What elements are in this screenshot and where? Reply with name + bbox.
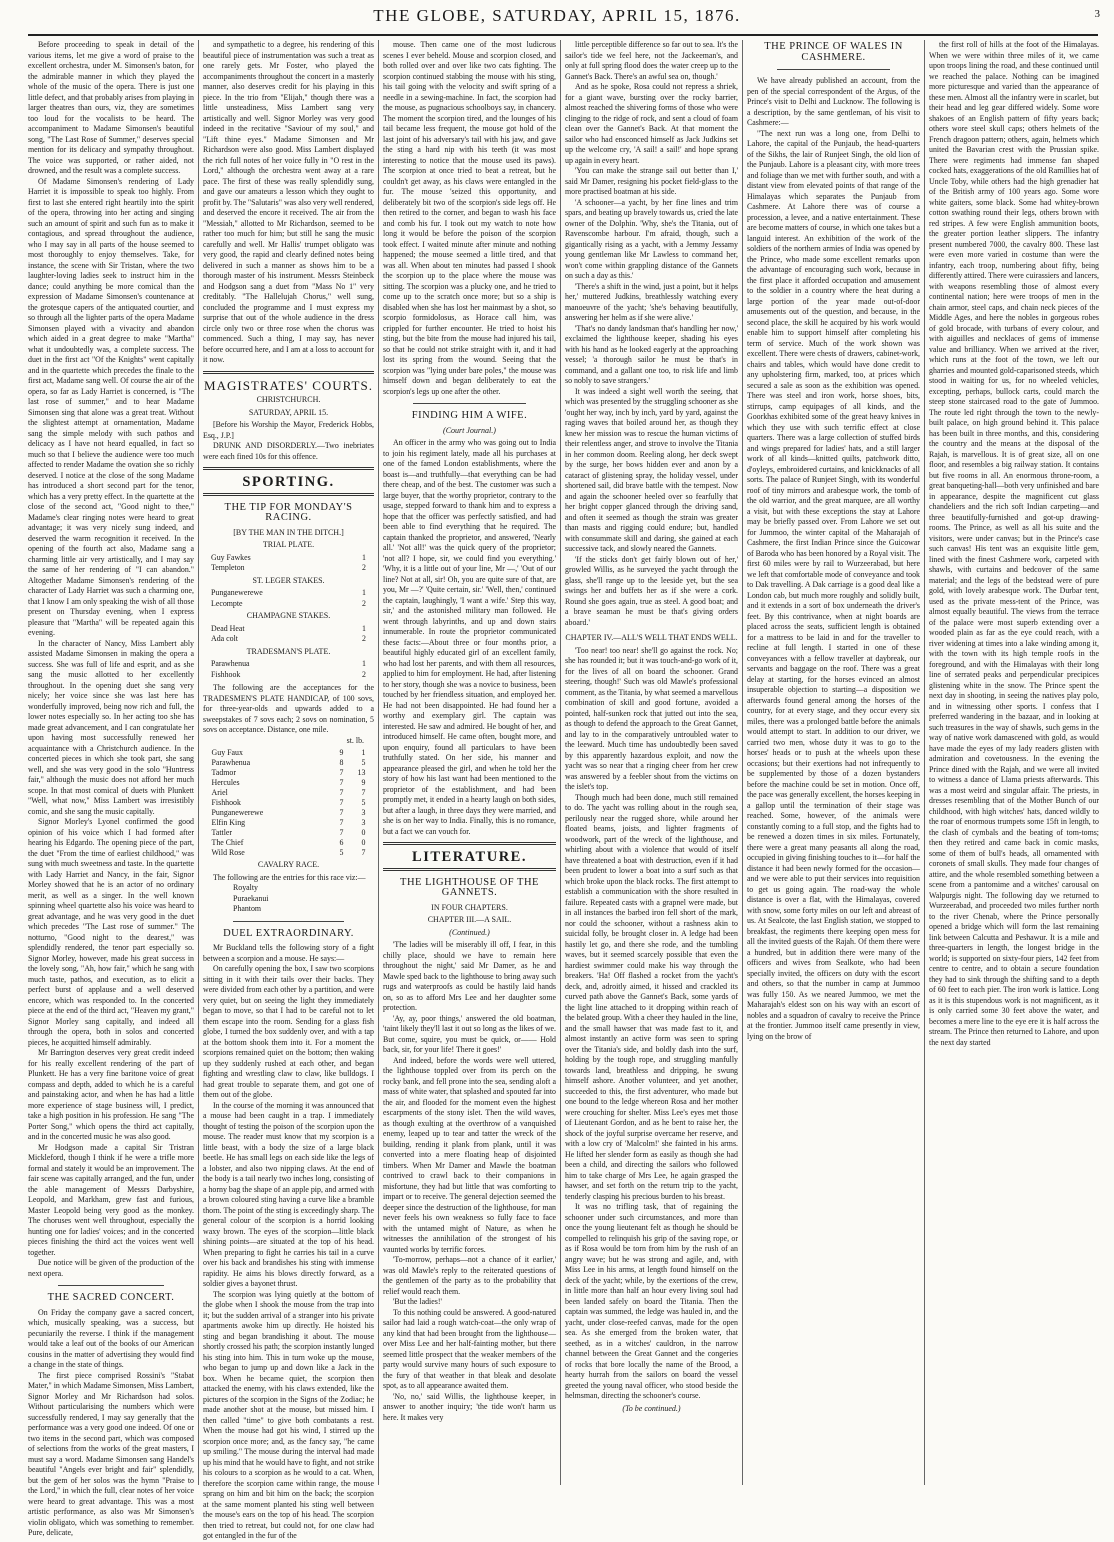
paragraph: An officer in the army who was going out to India to join his regiment lately, made all his purchases at one of the famed London establishments, where the boast is—and truthfully—that everything can be had there cheap, and of the best. The customer was such a large buyer, that the worthy proprietor, contrary to the usage, stepped forward to thank him and to express a hope that the officer was perfectly satisfied, and had been able to find everything that he required. The captain thanked the proprietor, and answered, 'Nearly all.' 'Not all!' was the quick query of the proprietor; 'not all? I hope, sir, we could find you everything.' 'Why, it is a little out of your line, Mr —,' 'Out of our line? Not at all, sir! Oh, you are quite sure of that, are you, Mr —?' 'Quite certain, sir.' 'Well, then,' continued the captain, laughingly, 'I want a wife.' Step this way, sir,' and the astonished military man followed. He went through labyrinths, and up and down stairs innumerable. In route the proprietor communicated these facts:—About three or four months prior, a beautiful highly educated girl of an excellent family, who had lost her parents, and with them all resources, applied to him for employment. He had, after listening to her story, though she was a novice to business, been touched by her friendless situation, and employed her. He had not been disappointed. He had found her a worthy and exemplary girl. The captain was interested. He saw and admired. He bought of her, and introduced himself. He came often, bought more, and upon enquiry, found all particulars to have been truthfully stated. On her side, his manner and appearance pleased the girl, and when he told her the story of how his last want had been mentioned to the proprietor of the establishment, and had been promptly met, it ended in a hearty laugh on both sides, but after a laugh, in three days they were married, and she is on her way to India. Finally, this is no romance, but a fact we can vouch for. xyxy=(383,438,556,836)
weight-lb: 9 xyxy=(361,778,366,787)
sporting-heading: SPORTING. xyxy=(242,474,335,490)
paragraph: 'No, no,' said Willis, the lighthouse keeper, in answer to another inquiry; 'the tide won't harm us here. It makes very xyxy=(383,1391,556,1422)
paragraph: 'That's no dandy landsman that's handling her now,' exclaimed the lighthouse keeper, shading his eyes with his hand as he looked eagerly at the approaching vessel; 'a thorough sailor he must be that's in command, and a gallant one too, to risk life and limb so nobly to save strangers.' xyxy=(565,323,738,385)
paragraph: On carefully opening the box, I saw two scorpions sitting in it with their tails over their backs. They were divided from each other by a partition, and were very quiet, but on seeing the light they immediately began to move, so that I had to be careful not to let them escape into the room. Sending for a glass fish globe, I turned the box suddenly over, and with a tap at the bottom shook them into it. For a moment the scorpions remained quiet on the bottom; then waking up they suddenly rushed at each other, and began fighting and wrestling claw to claw, like bulldogs. I had great trouble to separate them, and got one of them out of the globe. xyxy=(203,964,374,1099)
column-2 xyxy=(203,40,375,1540)
wife-heading: FINDING HIM A WIFE. xyxy=(411,410,528,421)
paragraph: 'But the ladies!' xyxy=(393,1297,442,1306)
weight-st: 7 xyxy=(339,798,344,807)
weight-horse: Guy Faux xyxy=(211,748,243,757)
weight-row xyxy=(212,848,366,858)
literature-heading: LITERATURE. xyxy=(412,849,527,865)
paragraph: It was indeed a sight well worth the seeing, that which was presented by the struggling schooner as she 'ought her way, inch by inch, yard by yard, against the raging waves that boiled around her, as though they knew her mission was to rescue the human victims of their relentless anger, and strove to involve the Titania in her common doom. Reeling along, her deck swept by the surge, her bows hidden ever and anon by a cataract of glistening spray, the holiday vessel, under shortened sail, did brave battle with the tempest. Now and again the schooner heeled over so fearfully that her bright copper glanced through the driving sand, and often it seemed as though the strain was greater than masts and rigging could endure; but, handled with consummate skill and daring, she gained at each successive tack, and slowly neared the Gannets. xyxy=(565,386,738,553)
paragraph: Though much had been done, much still remained to do. The yacht was rolling about in the rough sea, perilously near the rugged shore, while around her floated beams, joists, and lighter fragments of woodwork, part of the wreck of the lighthouse, and whirling about with a violence that would of itself have threatened a boat with destruction, even if it had been prudent to lower a boat into a surf such as that which broke upon the black rocks. The first attempt to establish a communication with the shore resulted in failure. Repeated casts with a grapnel were made, but in all instances the barbed iron fell short of the mark, nor could the schooner, without a rashness akin to suicidal folly, be brought closer in. A ledge had been hastily let go, and there she rode, and the tumbling waves, but it seemed scarcely possible that even the hardiest swimmer could make his way through the breakers. 'Ha! Off flashed a rocket from the yacht's deck, and, adroitly aimed, it hissed and crackled its curved path above the Gannet's Back, some yards of the light line attached to it dropping within reach of the belated group. With a cheer they hauled in the line, and the small hawser that was made fast to it, and almost instantly an active form was seen to spring over the Titania's side, and boldly dash into the surf, holding by the tough rope, and struggling manfully towards land, breathless and dripping, he swung himself ashore. Another volunteer, and yet another, succeeded to this, the first adventurer, who made but one bound to the ledge whereon Rosa and her mother were crouching for shelter. Miss Lee's eyes met those of Lieutenant Gordon, and as he bent to raise her, the shock of the joyful surprise overcame her reserve, and with a low cry of 'Malcolm!' she fainted in his arms. He lifted her slender form as easily as though she had been a child, and directing the sailors who followed him to take charge of Mrs Lee, he again grasped the hawser, and set forth on the return trip to the yacht, tenderly clasping his precious burden to his breast. xyxy=(565,792,738,1201)
weight-lb: 0 xyxy=(361,838,366,847)
horse-name: Ada colt xyxy=(211,634,238,643)
column-3 xyxy=(383,40,556,1485)
paragraph: Mr Buckland tells the following story of a fight between a scorpion and a mouse. He says:— xyxy=(203,943,374,963)
weight-lb: 5 xyxy=(361,758,366,767)
race-tips xyxy=(203,540,374,680)
weight-horse: Punganewerewe xyxy=(211,808,264,817)
weight-row xyxy=(212,838,366,848)
divider xyxy=(233,921,344,922)
paragraph: The scorpion was lying quietly at the bottom of the globe when I shook the mouse from the trap into it; but the sudden arrival of a stranger into his private apartments awoke him up directly. He hoisted his sting and began brandishing it about. The mouse shortly crossed his path; the scorpion instantly lunged his sting into him. This in turn woke up the mouse, who began to jump up and down like a Jack in the box. When he became quiet, the scorpion then attacked the enemy, with his claws extended, like the pictures of the scorpion in the Signs of the Zodiac; he made another shot at the mouse, but missed him. I then called "time" to give both combatants a rest. When the mouse had got his wind, I stirred up the scorpion once more; and, as the fancy say, "he came up smiling." The mouse during the interval had made up his mind that he would have to fight, and not strike his colours to a scorpion as he would to a cat. When, therefore the scorpion came within range, the mouse sprang on him and bit him on the back; the scorpion at the same moment planted his sting well between the mouse's ears on the top of his head. The scorpion then tried to retreat, but could not, for one claw had got entangled in the fur of the xyxy=(203,1289,374,1540)
place: 1 xyxy=(362,659,366,668)
weight-st: 7 xyxy=(339,778,344,787)
divider xyxy=(383,842,556,845)
paragraph: Of Madame Simonsen's rendering of Lady Harriet it is impossible to speak too highly. From first to last she entered right heartily into the spirit of the opera, throwing into her acting and singing such an amount of spirit and such fun as to make it contagious, and spread throughout the audience, who I may say in all parts of the house seemed to most thoroughly to enjoy themselves. Take, for instance, the scene with Sir Tristan, where the two laughter-loving ladies seek to instruct him in the dance; could anything be more comical than the expression of Madame Simonsen's countenance at the grotesque capers of the antiquated courtier, and so through all the lighter parts of the opera Madame Simonsen played with a vivacity and abandon which aided in a great degree to make "Martha" what it undoubtedly was, a complete success. The duet in the first act "Of the Knights" went capitally and in the quartette which precedes the finale to the first act, Madame sang well. Of course the air of the opera, so far as Lady Harriet is concerned, is "The last rose of summer," and to hear Madame Simonsen sing that alone was a great treat. Without the slightest attempt at ornamentation, Madame sang the simple melody with such pathos and delicacy as I have not heard equalled, in fact so much so that I believe the audience were too much affected to render Madame the ovation she so richly deserved. I notice at the close of the song Madame has introduced a short second part for the tenor, which has a very pretty effect. In the quartette at the close of the second act, "Good night to thee," Madame's clear ringing notes were heard to great advantage; it was very nicely sung indeed, and deserved the warm recognition it received. In the opening of the fourth act also, Madame sang a charming little air very artistically, and I may say the same of her rendering of "I can abandon." Altogether Madame Simonsen's rendering of the character of Lady Harriet was such a charming one, that I know I am only speaking the wish of all those present on Thursday evening, when I express pleasure that "Martha" will be repeated again this evening. xyxy=(28,176,194,637)
weight-lb: 3 xyxy=(361,808,366,817)
place: 1 xyxy=(362,552,366,562)
race-entry xyxy=(203,634,374,645)
race-entry xyxy=(203,588,374,599)
weight-st: 8 xyxy=(339,758,344,767)
paragraph: the first roll of hills at the foot of the Himalayas. When we were within three miles of it, we came upon troops lining the road, and these continued until we reached the palace. Nothing can be imagined more picturesque and varied than the appearance of these men. Almost all the infantry were in scarlet, but their head and leg gear differed widely. Some wore shakoes of an English pattern of fifty years back; others wore steel skull caps; others helmets of the French dragoon pattern; others, again, helmets which united the Bavarian crest with the Prussian spike. There were regiments had immense fan shaped cocked hats, exaggerations of the old Ramillies hat of Uncle Toby, while others had the high grenadier hat of the British army of 100 years ago. Some wore white gaiters, some black. Some had whitey-brown cotton swathing round their legs, others brown with red stripes. A few were English ammunition boots, the greater portion leather slippers. The infantry present numbered 7000, the cavalry 800. These last were even more varied in costume than were the infantry, each troop, numbering about fifty, being differently attired. There were cuirassiers and lancers, with weapons resembling those of almost every continental nation; here were troops of men in the chain armor, steel caps, and chain neck pieces of the Middle Ages, and here the nobles in gorgeous robes of gold brocade, with turbans of every colour, and with aiguilles and necklaces of gems of immense value and brilliancy. When we arrived at the river, which runs at the foot of the town, we left our gharries and mounted gold-caparisoned steeds, which stood in waiting for us, for no wheeled vehicles, excepting, perhaps, bullock carts, could march the steep stone staircased road to the gate of Jummoo. The route led right through the town to the newly-built palace, on high ground behind it. This palace has been built in three months, and this, considering the country and the means at the disposal of the Rajah, is marvellous. It is of great size, all on one floor, and resembles a big railway station. It contains but five rooms in all. An enormous throne-room, a great banqueting-hall—both very unfinished and bare in appearance, despite the magnificent cut glass chandeliers and the rich soft Indian carpeting—and three beautifully-furnished and got-up drawing-rooms. The Prince, as well as all his suite and the visitors, were under canvas; but in the Prince's case such canvas! His tent was an exquisite little gem, lined with the finest Cashmere work, carpeted with shawls, with curtains and bedcover of the same material; and the legs of the bedstead were of pure gold, with lovely arabesque work. The Durbar tent, used as the private mess-tent of the Prince, was almost equally beautiful. The views from the terrace of the palace were most superb extending over a wooded plain as far as the eye could reach, with a river widening at times into a lake winding among it, with the town with its high temple roofs in the foreground, and with the Himalayas with their long line of serrated peaks and perpendicular precipices glistening white in the snow. The Prince spent the next day in shooting, in seeing the natives play polo, and in witnessing other sports. I confess that I preferred wandering in the bazaar, and in looking at such treasures in the way of shawls, such gems in the way of native work damascened with gold, as would have made the eyes of my lady readers glisten with admiration and covetousness. In the evening the Prince dined with the Rajah, and we were all invited to witness a dance of Llama priests afterwards. This was a most weird and singular affair. The priests, in dresses resembling that of the Mother Bunch of our childhood, with high witches' hats, danced wildly to the roar of enormous trumpets some 15ft in length, to the clash of cymbals and the beating of tom-toms; then they retired and came back in comic masks, some of them of bull's heads, all ornamented with coronets of small skulls. They made four changes of attire, and the whole resembled something between a scene from a pantomime and a witches' carousal on Walpurgis night. The following day we returned to Wurzeerabad, and proceeded two miles further north to the river Chenab, where the Prince personally opened a bridge which will form the last remaining link between Calcutta and Peshawur. It is a mile and three-quarters in length, the longest bridge in the world; is supported on sixty-four piers, 142 feet from centre to centre, and to obtain a secure foundation they had to sink through the shifting sand to a depth of 60 feet to each pier. The iron work is lattice. Long as it is this stupendous work is not magnificent, as it is only carried some 30 feet above the water, and becomes a mere line to the eye ere it is half across the stream. The Prince then returned to Lahore, and upon the next day started xyxy=(929,40,1100,1047)
magistrates-before: [Before his Worship the Mayor, Frederick Hobbs, Esq., J.P.] xyxy=(203,420,374,440)
cavalry-entry: Phantom xyxy=(233,904,262,913)
paragraph: little perceptible difference so far out to sea. It's the sailor's tide we feel here, not the Jackeeman's, and only at full spring flood does the water creep up to the Gannet's Back. There's an awful sea on, though.' xyxy=(565,40,738,81)
serial-article xyxy=(383,940,556,1423)
weight-horse: Elfin King xyxy=(211,818,246,827)
sacred-concert-continued xyxy=(203,40,374,366)
duel-continued xyxy=(383,40,556,397)
weight-row xyxy=(212,818,366,828)
race-entry xyxy=(203,659,374,670)
paragraph: And as he spoke, Rosa could not repress a shriek, for a giant wave, bursting over the rocky barrier, almost reached the shivering forms of those who were clinging to the ridge of rock, and sent a cloud of foam clean over the Gannet's Back. At that moment the sailor who had ensconced himself as Jack Judkins set up the welcome cry, 'A sail! a sail!' and hope sprang up again in every heart. xyxy=(565,82,738,165)
horse-name: Dead Heat xyxy=(211,623,245,633)
paragraph: On Friday the company gave a sacred concert, which, musically speaking, was a success, but pecuniarily the reverse. I think if the management would take a leaf out of the books of our American cousins in the matter of advertising they would find a change in the state of things. xyxy=(28,1307,194,1369)
place: 2 xyxy=(362,598,366,608)
masthead-rule xyxy=(28,34,1098,36)
serial-parts: IN FOUR CHAPTERS. xyxy=(431,902,508,912)
paragraph: 'A schooner—a yacht, by her fine lines and trim spars, and beating up bravely towards us, cried the late owner of the Dolphin. 'Why, she's the Titania, out of Ravenscombe harbour. I'm afraid, though, such a gigantically rising as a yacht, with a Jemmy Jessamy young gentleman like Mr Lawless to command her, won't come within grappling distance of the Gannets on such a day as this.' xyxy=(565,197,738,280)
horse-name: Parawhenua xyxy=(211,659,250,668)
weight-st: 7 xyxy=(339,818,344,827)
tip-byline: [BY THE MAN IN THE DITCH.] xyxy=(233,527,344,537)
race-entry xyxy=(203,553,374,564)
weight-st: 7 xyxy=(339,828,344,837)
divider xyxy=(203,371,374,374)
paragraph: 'If the sticks don't get fairly blown out of her,' growled Willis, as he surveyed the yacht through the glass, she'll range up to the leeside yet, but the sea swings her and buffets her as if she were a cork. Round she goes again, true as steel. A good boat; and a brave seaman he must be that's giving orders aboard.' xyxy=(565,554,738,627)
paragraph: Mr Barrington deserves very great credit indeed for his really excellent rendering of the part of Plunkett. He has a very fine baritone voice of great compass and depth, added to which he is a careful and painstaking actor, and when he has had a little more experience of stage business will, I predict, take a high position in his profession. He sang "The Porter Song," which opens the third act capitally, and in the concerted music he was also good. xyxy=(28,1048,194,1141)
weight-horse: Ariel xyxy=(211,788,228,797)
weight-st: 7 xyxy=(339,788,344,797)
cavalry-entry: Puraekanui xyxy=(233,893,269,903)
duel-heading: DUEL EXTRAORDINARY. xyxy=(223,927,354,939)
to-be-continued: (To be continued.) xyxy=(622,1403,681,1413)
paragraph: "The next run was a long one, from Delhi to Lahore, the capital of the Punjaub, the head-quarters of the Sikhs, the lair of Runjeet Singh, the old lion of the Punjaub. Lahore is a pleasant city, with more trees and foliage than we met with further south, and with a distant view from elevated points of that range of the Himalayas which separates the Punjaub from Cashmere. At Lahore there was of course a procession, a levee, and a native entertainment. These are become matters of course, in which one takes but a languid interest. An exhibition of the work of the soldiers of the northern armies of India was opened by the Prince, who made some excellent remarks upon the advantage of encouraging such work, because in the first place it afforded occupation and amusement to the soldier in a country where the heat during a large portion of the year made out-of-door amusements out of the question, and because, in the second place, the skill he acquired by his work would enable him to support himself after completing his term of service. Much of the work shown was excellent. There were chests of drawers, cabinet-work, chairs and tables, which would have done credit to any upholstering firm, marked, too, at prices which secured a sale as soon as the exhibition was opened. There was steel and iron work, horse shoes, bits, stirrups, camp equipages of all kinds, and the Goorkhas exhibited some of the great heavy knives in which they use with such terrific effect at close quarters. There was a large collection of stuffed birds and wings prepared for ladies' hats, and a still larger work of all kinds—knitted quilts, patchwork ditto, d'oyleys, embroidered curtains, and knickknacks of all sorts. The palace of Runjeet Singh, with its wonderful roof of tiny mirrors and arabesque work, the tomb of the old warrior, and the great marquee, are all worthy a visit, but with these exceptions the stay at Lahore may be briefly passed over. From Lahore we set out for Jummoo, the winter capital of the Maharajah of Cashmere, the first Indian Prince since the Guicowar of Baroda who has been honored by a Royal visit. The first 60 miles were by rail to Wurzeerabad, but here we left that comfortable mode of conveyance and took to Dak travelling. A Dak carriage is a good deal like a London cab, but much more roughly and solidly built, and it extends in a sort of box underneath the driver's feet. By this contrivance, when at night boards are placed across the seats, sufficient length is obtained for a mattress to be laid in and for the traveller to recline at full length. I started in one of these conveyances with a fellow traveller at daybreak, our servants and baggage on the roof. There was a great delay at starting, for the horses evinced an almost insuperable objection to starting—a disposition we afterwards found general among the horses of the country, for at every stage, and they occur every six miles, there was a prolonged battle before the animals would attempt to start. In addition to our driver, we carried two men, whose duty it was to go to the horses' heads or to push at the wheels upon these occasions; but their exertions had not infrequently to be supplemented by those of a dozen bystanders before the machine could be set in motion. Once off, the pace was generally excellent, the horses keeping in a gallop until the termination of their stage was reached. Some, however, of the animals were constantly coming to a full stop, and the fights had to be renewed a dozen times in six miles. Fortunately, there were a great many peasants all along the road, occupied in giving finishing touches to it—for half the distance it had been newly formed for the occasion—and we were able to put their services into requisition to get us going again. The road-way the whole distance is over a flat, with the Himalayas, covered with snow, some forty miles on our left and abreast of us. At Sealcote, the last English station, we stopped to breakfast, the regiments there keeping open mess for all the invited guests of the Rajah. Of them there were a hundred, but in addition there were many of the officers and wives from Sealkote, who had been specially invited, the officers on duty with the escort and others, so that the number in camp at Jummoo was fully 150. As we neared Jummoo, we met the Maharajah's eldest son on his way with an escort of nobles and a squadron of cavalry to receive the Prince at the frontier. Jummoo itself came presently in view, lying on the brow of xyxy=(747,128,920,1041)
divider xyxy=(383,868,556,871)
weight-horse: Tattler xyxy=(211,828,233,837)
serial-title: THE LIGHTHOUSE OF THE GANNETS. xyxy=(400,876,539,898)
prince-heading: THE PRINCE OF WALES IN CASHMERE. xyxy=(764,41,903,63)
race-entry xyxy=(203,563,374,574)
horse-name: Fishhook xyxy=(211,669,241,679)
column-1 xyxy=(28,40,194,1537)
weight-st: 9 xyxy=(339,748,344,757)
prince-article-continued xyxy=(929,40,1099,1048)
cavalry-heading: CAVALRY RACE. xyxy=(257,860,320,869)
column-rule xyxy=(560,40,561,1485)
page-number: 3 xyxy=(1094,8,1100,20)
column-6 xyxy=(929,40,1099,1485)
place: 2 xyxy=(362,563,366,572)
divider xyxy=(203,493,374,496)
paragraph: It was no trifling task, that of regaining the schooner under such circumstances, and more than once the young lieutenant felt as though he should be compelled to relinquish his grip of the saving rope, or as if Rosa would be torn from him by the rush of an angry wave; but he was strong and agile, and, with Miss Lee in his arms, at length found himself on the deck of the yacht; while, by the exertions of the crew, in little more than half an hour every living soul had been landed safely on board the Titania. Then the captain was summed, the ledge was hauled in, and the yacht, under close-reefed canvas, made for the open sea. As she emerged from the broken water, that seethed, as in a witches' cauldron, in the narrow channel between the Great Gannet and the congeries of rocks that bore locally the name of the Brood, a hearty hurrah from the sailors on board the vessel greeted the young naval officer, who stood beside the helmsman, directing the schooner's course. xyxy=(565,1202,738,1400)
magistrates-place: CHRISTCHURCH. xyxy=(256,395,321,404)
prince-article xyxy=(747,76,920,1042)
chapter-article xyxy=(565,646,738,1402)
weight-lb: 7 xyxy=(361,848,366,857)
weights-header: st. lb. xyxy=(346,735,364,745)
serial-chapter: CHAPTER III.—A SAIL. xyxy=(427,915,512,924)
weight-st: 5 xyxy=(339,848,344,857)
weight-lb: 3 xyxy=(361,818,366,827)
weight-row xyxy=(212,758,366,768)
serial-continued-text xyxy=(565,40,738,628)
race-name: TRIAL PLATE. xyxy=(262,540,315,549)
paragraph: We have already published an account, from the pen of the special correspondent of the Argus, of the Prince's visit to Delhi and Lucknow. The following is a description, by the same gentleman, of his visit to Cashmere:— xyxy=(747,76,920,127)
place: 1 xyxy=(362,588,366,597)
weight-lb: 5 xyxy=(361,798,366,807)
column-5 xyxy=(747,40,920,1485)
paragraph: 'You can make the strange sail out better than I,' said Mr Damer, resigning his pocket field-glass to the more practised boatman at his side. xyxy=(565,166,738,196)
paragraph: 'To-morrow, perhaps—not a chance of it earlier,' was old Mawle's reply to the reiterated questions of the gentlemen of the party as to the probability that relief would reach them. xyxy=(383,1255,556,1296)
column-rule xyxy=(378,40,379,1485)
place: 1 xyxy=(362,623,366,633)
paragraph: Mr Hodgson made a capital Sir Tristran Mickleford, though I think if he were a trifle more formal and stately it would be an improvement. The fair scene was capitally arranged, and the fun, under the able management of Messrs Darbyshire, Leopold, and Markham, grew fast and furious, Master Leopold being very good as the monkey. The choruses went well throughout, especially the hunting one for ladies' voices; and in the concerted pieces finishing the third act the voices went well together. xyxy=(28,1142,194,1257)
paragraph: 'The ladies will be miserably ill off, I fear, in this chilly place, should we have to remain here throughout the night,' said Mr Damer, as he and Mawle sped back to the lighthouse to bring away such rugs and waterproofs as could be hastily laid hands on, so as to afford Mrs Lee and her daughter some protection. xyxy=(383,940,556,1012)
weight-lb: 7 xyxy=(361,788,366,797)
weight-horse: Fishhook xyxy=(211,798,241,807)
paragraph: Due notice will be given of the production of the next opera. xyxy=(28,1258,194,1278)
weight-row xyxy=(212,808,366,818)
cavalry-entry: Royalty xyxy=(233,883,258,892)
weight-lb: 0 xyxy=(361,828,366,837)
weight-row xyxy=(212,768,366,778)
weight-lb: 1 xyxy=(361,748,366,757)
paragraph: In the course of the morning it was announced that a mouse had been caught in a trap. I immediately thought of testing the poison of the scorpion upon the mouse. The reader must know that my scorpion is a little beast, with a body the size of a large black beetle. He has small legs on each side like the legs of a lobster, and also two nipping claws. At the end of the body is a tail nearly two inches long, consisting of a horny bag the shape of an apple pip, and armed with a brown coloured sting having a curve like a bramble thorn. The point of the sting is exceedingly sharp. The general colour of the scorpion is a horrid looking waxy brown. The eyes of the scorpion—little black shining points—are situated at the top of his head. When preparing to fight he carries his tail in a curve over his back and brandishes his sting with immense rapidity. He aims his blows directly forward, as a soldier gives a bayonet thrust. xyxy=(203,1100,374,1288)
cavalry-entries xyxy=(203,883,374,915)
paragraph: The first piece comprised Rossini's "Stabat Mater," in which Madame Simonsen, Miss Lambert, Signor Morley and Mr Richardson had solos. Without particularising the numbers which were successfully rendered, I may say generally that the performance was a very good one indeed. Of one or two items in the second part, which was composed of selections from the works of the great masters, I must say a word. Madame Simonsen sang Handel's beautiful "Angels ever bright and fair" splendidly, but the gem of her solos was the hymn "Praise to the Lord," in which the full, clear notes of her voice were heard to great advantage. This was a most artistic performance, as also was Mr Simonsen's violin obligato, which was something to remember. Pure, delicate, xyxy=(28,1370,194,1537)
horse-name: Punganewerewe xyxy=(211,588,263,597)
column-rule xyxy=(742,40,743,1485)
divider xyxy=(777,69,890,70)
paragraph: and sympathetic to a degree, his rendering of this beautiful piece of instrumentation was such a treat as one rarely gets. Mr Foster, who played the accompaniments throughout the concert in a masterly manner, also deserves credit for his playing in this piece. In the trio from "Elijah," though there was a little unsteadiness, Miss Lambert sang very artistically and well. Signor Morley was very good indeed in the recitative "Saviour of my soul," and "Lift thine eyes." Madame Simonsen and Mr Richardson were also good. Miss Lambert displayed the rich full notes of her voice fully in "O rest in the Lord," although the orchestra went away at a rare pace. The first of these was really splendidly sung, and gave our amateurs a lesson which they ought to profit by. The "Salutaris" was also very well rendered, and deserved the encore it received. The air from the "Messiah," allotted to Mr Richardson, seemed to be rather too much for him; but still he sang the music carefully and well. Mr Hallis' trumpet obligato was very good, the rapid and clearly defined notes being delivered in such a manner as shows him to be a thorough master of his instrument. Messrs Steinbeck and Hodgson sang a duet from "Mass No 1" very creditably. "The Hallelujah Chorus," well sung, concluded the programme and I must express my surprise that out of the whole audience in the dress circle only two or three rose when the chorus was commenced. Such a thing, I may say, has never before occurred here, and I am at a loss to account for it now. xyxy=(203,40,375,364)
weight-st: 7 xyxy=(339,808,344,817)
divider xyxy=(413,403,526,404)
weight-row xyxy=(212,798,366,808)
wife-source: (Court Journal.) xyxy=(443,425,496,435)
paragraph: 'Ay, ay, poor things,' answered the old boatman, 'taint likely they'll last it out so long as the likes of we. But come, squire, you must be quick, or—— Hold back, sir, for your life! There it goes!' xyxy=(383,1013,556,1054)
paragraph: In the character of Nancy, Miss Lambert ably assisted Madame Simonsen in making the opera a success. She was full of life and esprit, and as she sang the music allotted to her excellently throughout. In the opening duet she sang very nicely; her voice since she was last here has wonderfully improved, being now rich and full, the lower notes especially so. In her acting too she has made great advancement, and I can congratulate her upon having most successfully renewed her acquaintance with a Christchurch audience. In the concerted pieces in which she took part, she sang well, and she was very good in the solo "Huntress fair," although the music does not afford her much scope. In that most comical of duets with Plunkett "Well, what now," Miss Lambert was irresistibly comic, and she sang the music capitally. xyxy=(28,638,194,816)
sacred-concert-article xyxy=(28,1308,194,1539)
paragraph: 'Too near! too near! she'll go against the rock. No; she has rounded it; but it was touch-and-go work of it, for the lives of all on board the schooner. Grand steering, though!' Such was old Mawle's professional comment, as the Titania, by what seemed a marvellous combination of skill and good fortune, avoided a pointed, half-sunken rock that jutted out into the sea, as though to defend the approach to the Great Gannet, and lay to in the comparatively untroubled water to the leeward. Much time has undoubtedly been saved by this apparently hazardous exploit, and now the yacht was so near that a ringing cheer from her crew was answered by a feebler shout from the victims on the islet's top. xyxy=(565,645,738,791)
paragraph: Signor Morley's Lyonel confirmed the good opinion of his voice which I had formed after hearing his Edgardo. The opening piece of the part, the duet "From the time of earliest childhood," was sung with much sweetness and taste. In the quartette with Lady Harriet and Nancy, in the fair, Signor Morley showed that he is an actor of no ordinary merit, as well as a singer. In the well known spinning wheel quartette also his voice was heard to great advantage, and he was very good in the duet which precedes "The Last rose of summer." The notturno, "Good night to the dearest," was splendidly rendered, the tenor part especially so. Signor Morley, however, made his great success in the lovely song, "Ah, how fair," which he sang with much taste, pathos, and execution, as to elicit a perfect burst of applause and a well deserved encore, which was responded to. In the concerted piece at the end of the third act, "Heaven my grant," Signor Morley sang capitally, and indeed all through the opera, both in solos and concerted pieces, he acquitted himself admirably. xyxy=(28,817,194,1047)
serial-continued: (Continued.) xyxy=(449,927,490,937)
tip-heading: THE TIP FOR MONDAY'S RACING. xyxy=(224,501,353,523)
weight-horse: Hercules xyxy=(211,778,240,787)
chapter-heading: CHAPTER IV.—ALL'S WELL THAT ENDS WELL. xyxy=(565,633,738,642)
weight-horse: The Chief xyxy=(211,838,244,847)
place: 2 xyxy=(362,634,366,643)
race-name: CHAMPAGNE STAKES. xyxy=(246,611,331,620)
cavalry-intro: The following are the entries for this race viz:— xyxy=(213,872,366,882)
duel-article xyxy=(203,943,374,1542)
horse-name: Guy Fawkes xyxy=(211,552,251,562)
magistrates-date: SATURDAY, APRIL 15. xyxy=(248,407,329,417)
newspaper-title: THE GLOBE, SATURDAY, APRIL 15, 1876. xyxy=(373,6,741,25)
divider xyxy=(58,1285,164,1286)
acceptances-text: The following are the acceptances for the TRADESMEN'S PLATE HANDICAP, of 100 sovs, for three-year-olds and upwards added to a sweepstakes of 7 sovs each; 2 sovs on nomination, 5 sovs on acceptance. Distance, one mile. xyxy=(203,683,374,734)
weight-horse: Wild Rose xyxy=(211,848,245,857)
column-rule xyxy=(924,40,925,1485)
column-rule xyxy=(198,40,199,1485)
race-entry xyxy=(203,670,374,681)
weights-table xyxy=(212,748,366,858)
race-name: TRADESMAN'S PLATE. xyxy=(246,646,331,656)
sacred-concert-heading: THE SACRED CONCERT. xyxy=(47,1292,175,1303)
weight-row xyxy=(212,828,366,838)
horse-name: Lecompte xyxy=(211,598,243,608)
weight-row xyxy=(212,788,366,798)
race-entry xyxy=(203,624,374,635)
weight-horse: Tadmor xyxy=(211,768,236,777)
weight-row xyxy=(212,778,366,788)
paragraph: And indeed, before the words were well uttered, the lighthouse toppled over from its perch on the rocky bank, and fell prone into the sea, sending aloft a mass of white water, that splashed and spouted far into the air, and flooded for the moment even the highest escarpments of the stony islet. Then the wild waves, as though exulting at the overthrow of a vanquished enemy, leaped up to tear and tatter the wreck of the building, rending it plank from plank, until it was converted into a mere floating heap of disjointed timbers. When Mr Damer and Mawle the boatman contrived to crawl back to their companions in misfortune, they had but little that was comforting to impart or to receive. The general dejection seemed the deeper since the destruction of the lighthouse, for man never feels his own weakness so fully face to face with the untamed might of Nature, as when he witnesses the annihilation of the strongest of his vaunted works by terrific forces. xyxy=(383,1055,556,1254)
paragraph: Before proceeding to speak in detail of the various items, let me give a word of praise to the excellent orchestra, under M. Simonsen's baton, for the admirable manner in which they played the whole of the music of the opera. There is just one little defect, and that probably arises from playing in larger theatres than ours, viz, they are sometimes too loud for the vocalists to be heard. The accompaniment to Madame Simonsen's beautiful song, "The Last Rose of Summer," deserves special mention for its delicacy and sympathy throughout. The voice was supported, or rather aided, not drowned, and the result was a complete success. xyxy=(28,40,194,175)
place: 2 xyxy=(362,669,366,679)
opera-review xyxy=(28,40,194,1279)
column-4 xyxy=(565,40,738,1485)
weight-row xyxy=(212,748,366,758)
wife-article xyxy=(383,438,556,837)
race-entry xyxy=(203,599,374,610)
paragraph: mouse. Then came one of the most ludicrous scenes I ever beheld. Mouse and scorpion closed, and both rolled over and over like two cats fighting. The scorpion continued stabbing the mouse with his sting, his tail going with the velocity and swift spring of a needle in a sewing-machine. In fact, the scorpion had the mouse, as pugnacious schoolboys say, in chancery. The moment the scorpion tired, and the lounges of his tail became less frequent, the mouse got hold of the last joint of his adversary's tail with his jaw, and gave the sting a hard nip with his teeth (it was most interesting to notice that the mouse used its paws). The scorpion at once tried to beat a retreat, but he couldn't get away, as his claws were entangled in the fur. The mouse 'seized this opportunity, and deliberately bit two of the scorpion's side legs off. He then retired to the corner, and began to wash his face and comb his fur. I took out my watch to note how long it would be before the poison of the scorpion took effect. I waited minute after minute and nothing happened; the mouse seemed a little tired, and that was all. When about ten minutes had passed I shook the scorpion up to the place where the mouse was sitting. The scorpion was a plucky one, and he tried to come up to the scratch once more; but so a ship is disabled when she has lost her mainmast by a shot, so scorpio formidolosus, as Horace call him, was crippled for further encounter. He tried to hoist his sting, but the bite from the mouse had injured his tail, so that he could not strike straight with it, and it had lost its spring from the wound. Seeing that the scorpion was "lying under bare poles," the mouse was himself down and began deliberately to eat the scorpion's legs up one after the other. xyxy=(383,40,556,396)
weight-lb: 13 xyxy=(357,768,366,777)
magistrates-text: DRUNK AND DISORDERLY.—Two inebriates were each fined 10s for this offence. xyxy=(203,441,374,461)
paragraph: 'There's a shift in the wind, just a point, but it helps her,' muttered Judkins, breathlessly watching every manoeuvre of the yacht; 'she's behaving beautifully, answering her helm as if she were alive.' xyxy=(565,281,738,322)
magistrates-heading: MAGISTRATES' COURTS. xyxy=(204,377,373,393)
weight-st: 7 xyxy=(339,768,344,777)
race-name: ST. LEGER STAKES. xyxy=(252,575,325,585)
divider xyxy=(203,467,374,470)
horse-name: Templeton xyxy=(211,563,245,572)
weight-st: 6 xyxy=(339,838,344,847)
weight-horse: Parawhenua xyxy=(211,758,251,767)
masthead xyxy=(0,6,1114,28)
paragraph: To this nothing could be answered. A good-natured sailor had laid a rough watch-coat—the only wrap of any kind that had been brought from the lighthouse—over Miss Lee and her half-fainting mother, but there seemed little prospect that the weaker members of the party would survive many hours of such exposure to the fury of that weather in that bleak and desolate spot, as to all appearance awaited them. xyxy=(383,1307,556,1390)
